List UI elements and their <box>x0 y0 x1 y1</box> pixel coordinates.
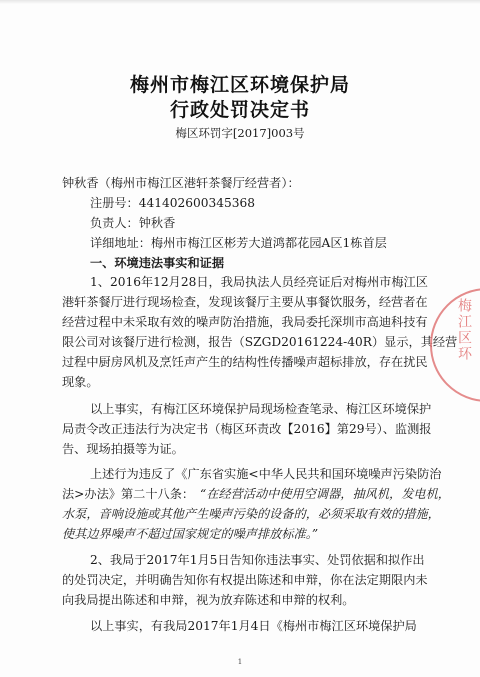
para3-quote: “在经营活动中使用空调器，抽风机，发电机， <box>200 487 450 501</box>
seal-text: 梅江区环 <box>456 298 472 362</box>
para3-line: 上述行为违反了《广东省实施<中华人民共和国环境噪声污染防治 <box>90 467 442 481</box>
owner-name: 负责人：钟秋香 <box>90 216 176 230</box>
para2-line: 告、现场拍摄等为证。 <box>62 442 184 456</box>
para2-line: 以上事实，有梅江区环境保护局现场检查笔录、梅江区环境保护 <box>90 402 432 416</box>
para1-line: 限公司对该餐厅进行检测，报告（SZGD20161224-40R）显示，其经营 <box>62 335 458 349</box>
para1-line: 经营过程中未采取有效的噪声防治措施，我局委托深圳市高迪科技有 <box>62 315 428 329</box>
registration-number: 注册号：441402600345368 <box>90 196 256 210</box>
para3-quote: 使其边界噪声不超过国家规定的噪声排放标准。” <box>62 527 319 541</box>
official-seal-stamp <box>430 288 480 402</box>
recipient-line: 钟秋香（梅州市梅江区港轩茶餐厅经营者）： <box>62 176 300 190</box>
para3-quote: 水泵，音响设施或其他产生噪声污染的设备的，必须采取有效的措施， <box>62 507 440 521</box>
para4-line: 的处罚决定，并明确告知你有权提出陈述和申辩，你在法定期限内未 <box>62 573 428 587</box>
doc-number: 梅区环罚字[2017]003号 <box>175 126 305 140</box>
para1-line: 过程中厨房风机及烹饪声产生的结构性传播噪声超标排放，存在扰民 <box>62 355 428 369</box>
doc-title-type: 行政处罚决定书 <box>169 99 310 121</box>
para5-line: 以上事实，有我局2017年1月4日《梅州市梅江区环境保护局 <box>90 619 417 633</box>
doc-title-agency: 梅州市梅江区环境保护局 <box>129 74 350 96</box>
section-heading: 一、环境违法事实和证据 <box>90 256 225 270</box>
para1-line: 港轩茶餐厅进行现场检查，发现该餐厅主要从事餐饮服务，经营者在 <box>62 295 428 309</box>
page-number: 1 <box>237 658 243 666</box>
para3-line: 法>办法》第二十八条： <box>62 487 195 501</box>
para4-line: 2、我局于2017年1月5日告知你违法事实、处罚依据和拟作出 <box>90 553 425 567</box>
para1-line: 1、2016年12月28日，我局执法人员经亮证后对梅州市梅江区 <box>90 275 428 289</box>
para1-line: 现象。 <box>62 375 99 389</box>
scan-edge <box>0 0 480 4</box>
para2-line: 局责令改正违法行为决定书（梅区环责改【2016】第29号）、监测报 <box>62 422 432 436</box>
address: 详细地址：梅州市梅江区彬芳大道鸿都花园A区1栋首层 <box>90 236 387 250</box>
para4-line: 向我局提出陈述和申辩，视为放弃陈述和申辩的权利。 <box>62 593 355 607</box>
